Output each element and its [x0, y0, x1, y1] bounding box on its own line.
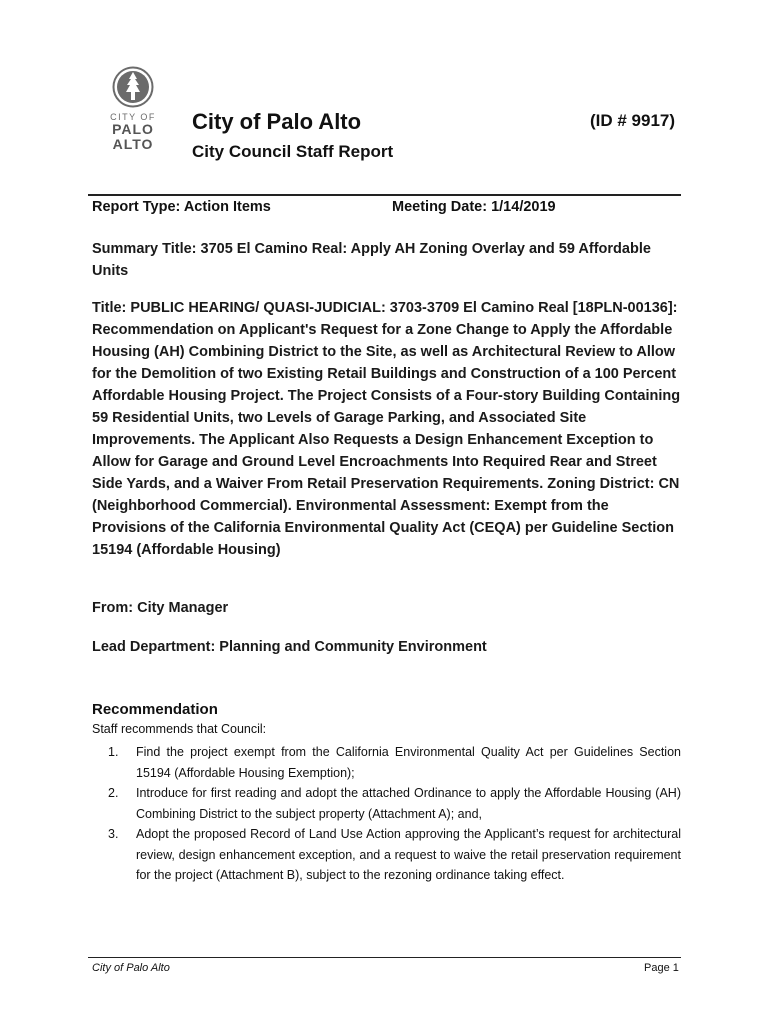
header-divider — [88, 194, 681, 196]
city-logo — [104, 66, 162, 162]
document-subtitle: City Council Staff Report — [192, 142, 394, 161]
report-id: (ID # 9917) — [590, 111, 676, 130]
list-item-number: 1. — [108, 745, 119, 759]
meeting-date: Meeting Date: 1/14/2019 — [392, 199, 556, 215]
list-item — [108, 783, 681, 824]
summary-title: Summary Title: 3705 El Camino Real: Apply AH Zoning Overlay and 59 Affordable Units — [92, 241, 651, 279]
palo-alto-tree-icon — [112, 66, 154, 108]
list-item-text: Introduce for first reading and adopt the attached Ordinance to apply the Affordable Housing (AH) Combining District to the subject property (Attachment A); and, — [136, 786, 681, 821]
footer-divider — [88, 957, 681, 958]
from-line: From: City Manager — [92, 600, 229, 616]
full-title: Title: PUBLIC HEARING/ QUASI-JUDICIAL: 3703-3709 El Camino Real [18PLN-00136]: Recommendation on Applicant's Request for a Zone Change to Apply the Affordable Housing (AH) Combining District to the Site, as well as Architectural Review to Allow for the Demolition of two Existing Retail Buildings and Construction of a 100 Percent Affordable Housing Project. The Project Consists of a Four-story Building Containing 59 Residential Units, two Levels of Garage Parking, and Associated Site Improvements. The Applicant Also Requests a Design Enhancement Exception to Allow for Garage and Ground Level Encroachments Into Required Rear and Street Side Yards, and a Waiver From Retail Preservation Requirements. Zoning District: CN (Neighborhood Commercial). Environmental Assessment: Exempt from the Provisions of the California Environmental Quality Act (CEQA) per Guideline Section 15194 (Affordable Housing) — [92, 300, 681, 558]
list-item-text: Adopt the proposed Record of Land Use Action approving the Applicant’s request for architectural review, design enhancement exception, and a request to waive the retail preservation requirement for the project (Attachment B), subject to the rezoning ordinance taking effect. — [136, 827, 681, 882]
recommendation-heading: Recommendation — [92, 701, 218, 718]
recommendation-list — [108, 742, 681, 886]
logo-line-alto: ALTO — [112, 136, 154, 152]
list-item-text: Find the project exempt from the California Environmental Quality Act per Guidelines Section 15194 (Affordable Housing Exemption); — [136, 745, 681, 780]
logo-line-city-of: CITY OF — [110, 112, 156, 122]
logo-line-palo: PALO — [112, 121, 154, 137]
list-item — [108, 824, 681, 886]
page-number: Page 1 — [644, 962, 679, 974]
list-item-number: 2. — [108, 786, 119, 800]
list-item — [108, 742, 681, 783]
document-title: City of Palo Alto — [192, 109, 362, 134]
report-type: Report Type: Action Items — [92, 199, 271, 215]
lead-department: Lead Department: Planning and Community Environment — [92, 639, 487, 655]
recommendation-intro: Staff recommends that Council: — [92, 722, 267, 736]
footer-city: City of Palo Alto — [92, 962, 170, 974]
list-item-number: 3. — [108, 827, 119, 841]
